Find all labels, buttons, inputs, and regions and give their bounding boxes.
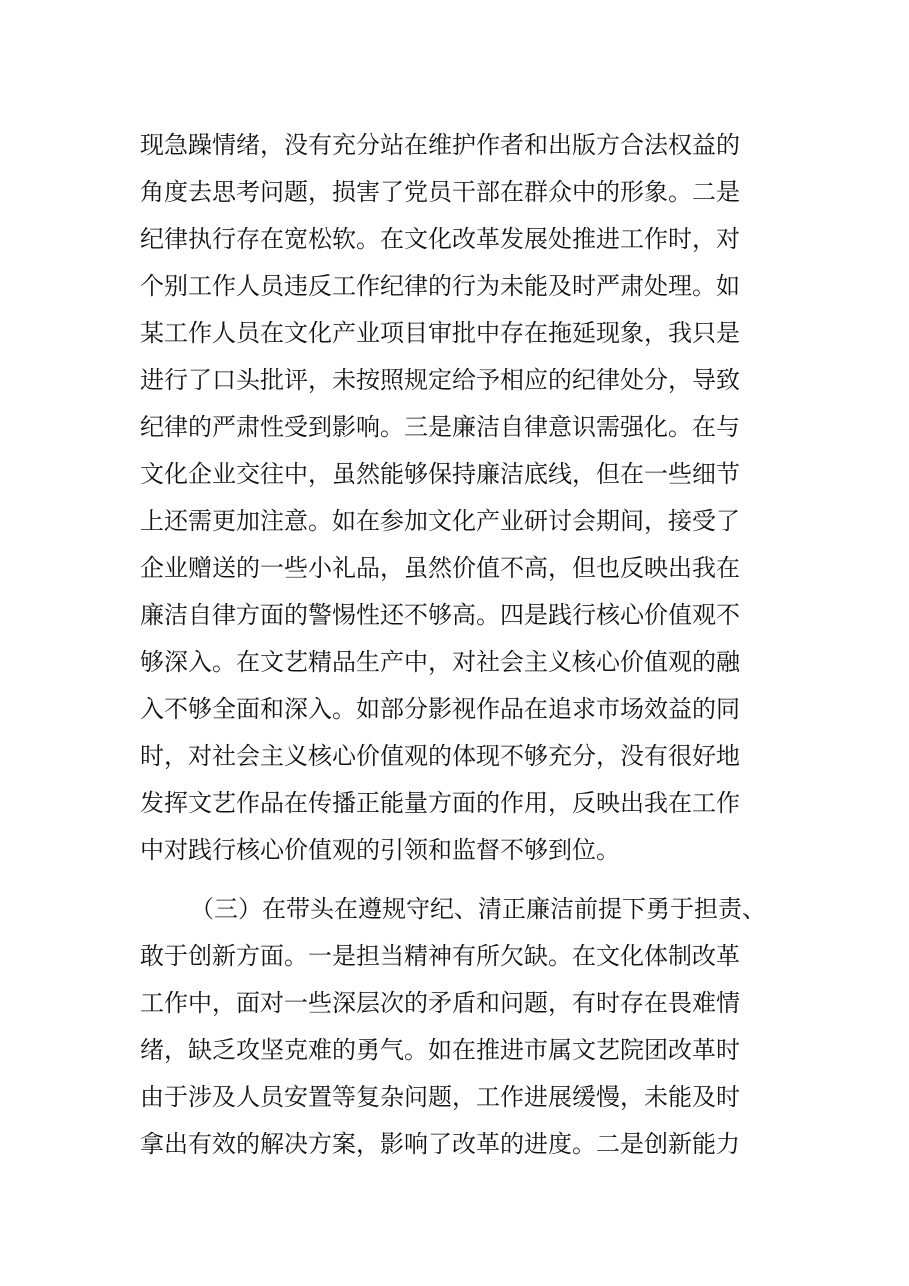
text-line: 时，对社会主义核心价值观的体现不够充分，没有很好地 <box>140 742 740 770</box>
text-line: 廉洁自律方面的警惕性还不够高。四是践行核心价值观不 <box>140 601 740 629</box>
text-line: 进行了口头批评，未按照规定给予相应的纪律处分，导致 <box>140 366 740 394</box>
text-line: 个别工作人员违反工作纪律的行为未能及时严肃处理。如 <box>140 272 740 300</box>
text-line: 发挥文艺作品在传播正能量方面的作用，反映出我在工作 <box>140 789 740 817</box>
text-line: 企业赠送的一些小礼品，虽然价值不高，但也反映出我在 <box>140 554 740 582</box>
text-line: 中对践行核心价值观的引领和监督不够到位。 <box>140 836 620 864</box>
text-line: 够深入。在文艺精品生产中，对社会主义核心价值观的融 <box>140 648 740 676</box>
text-line: 现急躁情绪，没有充分站在维护作者和出版方合法权益的 <box>140 131 740 159</box>
section-heading-line: （三）在带头在遵规守纪、清正廉洁前提下勇于担责、 <box>190 895 766 923</box>
text-line: 角度去思考问题，损害了党员干部在群众中的形象。二是 <box>140 178 740 206</box>
text-line: 拿出有效的解决方案，影响了改革的进度。二是创新能力 <box>140 1130 740 1158</box>
text-line: 由于涉及人员安置等复杂问题，工作进展缓慢，未能及时 <box>140 1083 740 1111</box>
text-line: 纪律执行存在宽松软。在文化改革发展处推进工作时，对 <box>140 225 740 253</box>
text-line: 绪，缺乏攻坚克难的勇气。如在推进市属文艺院团改革时 <box>140 1036 740 1064</box>
text-line: 某工作人员在文化产业项目审批中存在拖延现象，我只是 <box>140 319 740 347</box>
text-line: 入不够全面和深入。如部分影视作品在追求市场效益的同 <box>140 695 740 723</box>
text-line: 工作中，面对一些深层次的矛盾和问题，有时存在畏难情 <box>140 989 740 1017</box>
text-line: 纪律的严肃性受到影响。三是廉洁自律意识需强化。在与 <box>140 413 740 441</box>
text-line: 上还需更加注意。如在参加文化产业研讨会期间，接受了 <box>140 507 740 535</box>
text-line: 敢于创新方面。一是担当精神有所欠缺。在文化体制改革 <box>140 942 740 970</box>
text-line: 文化企业交往中，虽然能够保持廉洁底线，但在一些细节 <box>140 460 740 488</box>
